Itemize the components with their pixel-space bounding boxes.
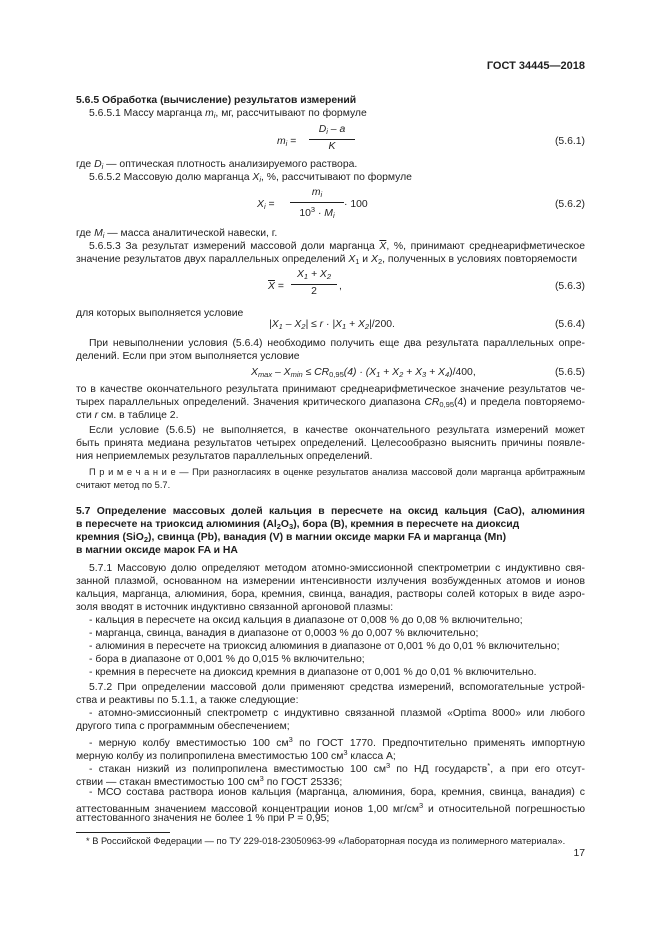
equation-number: (5.6.2): [554, 199, 585, 210]
range-item: - марганца, свинца, ванадия в диапазоне от 0,0003 % до 0,007 % включительно;: [89, 628, 479, 639]
paragraph-5-6-5-3-line2: значение результатов двух параллельных определений $X_1$ и $X_2$, полученных в условиях повторяемости: [76, 254, 578, 266]
page-number: 17: [573, 848, 585, 859]
equation-number: (5.6.1): [554, 136, 585, 147]
paragraph-p5-line2: тырех параллельных определений. Значения критического диапазона $CR_{0,95}(4)$ и предела повторяемо-: [76, 397, 585, 409]
equipment-glass-line1: - стакан низкий из полипропилена вместимостью 100 $см^3$ по НД государств*, а при его отсут-: [89, 761, 585, 775]
standard-designation: ГОСТ 34445—2018: [486, 60, 585, 72]
range-item: - кремния в пересчете на диоксид кремния в диапазоне от 0,001 % до 0,01 % включительно.: [89, 667, 537, 678]
paragraph-5-7-2-line2: ства и реактивы по 5.1.1, а также следующие:: [76, 695, 299, 706]
definition-m-i: где $M_i$ — масса аналитической навески, г.: [76, 228, 278, 240]
paragraph-5-6-5-2: 5.6.5.2 Массовую долю марганца $X_i$, %, рассчитывают по формуле: [89, 172, 412, 184]
paragraph-5-7-1-line1: 5.7.1 Массовую долю определяют методом атомно-эмиссионной спектрометрии с индуктивно свя-: [89, 563, 585, 574]
paragraph-5-7-1-line3: кальция, марганца, алюминия, бора, кремния, свинца, ванадия, растворы солей которых в виде аэро-: [76, 589, 585, 600]
equipment-spectrometer-line2: другого типа с программным обеспечением;: [76, 721, 290, 732]
equipment-glass-line2: ствии — стакан вместимостью 100 $см^3$ по ГОСТ 25336;: [76, 774, 343, 788]
section-title-5-6-5: 5.6.5 Обработка (вычисление) результатов измерений: [76, 95, 357, 106]
paragraph-5-7-1-line2: занной плазмой, основанном на измерении интенсивности излучения возбужденных атомов и ионов: [76, 576, 585, 587]
paragraph-p5-line3: сти r см. в таблице 2.: [76, 410, 179, 421]
equation-number: (5.6.5): [554, 367, 585, 378]
range-item: - алюминия в пересчете на триоксид алюминия в диапазоне от 0,001 % до 0,01 % включительно;: [89, 641, 560, 652]
equation-number: (5.6.4): [554, 319, 585, 330]
equipment-mso-line3: аттестованного значения не более 1 % при P = 0,95;: [76, 813, 330, 824]
footnote: * В Российской Федерации — по ТУ 229-018-23050963-99 «Лабораторная посуда из полимерного материала».: [86, 836, 566, 846]
range-item: - бора в диапазоне от 0,001 % до 0,015 % включительно;: [89, 654, 365, 665]
section-title-5-7-line1: 5.7 Определение массовых долей кальция в пересчете на оксид кальция (CaO), алюминия: [76, 506, 585, 517]
document-page: ГОСТ 34445—2018 5.6.5 Обработка (вычисление) результатов измерений 5.6.5.1 Массу марганца $m_i$, мг, рассчитывают по формуле $m_i$ = $\frac{D_i - a}{K}$ (5.6.1) где $D_i$ — оптическая плотность анализируемого раствора. 5.6.5.2 Массовую долю марганца $X_i$, %, рассчитывают по формуле $X_i$ = $\frac{m_i}{10^3 \cdot M_i}$ · 100 (5.6.2) где $M_i$ — масса аналитической навески, г. 5.6.5.3 За результат измерений массовой доли марганца $\overline{X}$, %, принимают среднеарифметическое значение результатов двух параллельных определений $X_1$ и $X_2$, полученных в условиях повторяемости $\overline{X}$ = $\frac{X_1 + X_2}{2}$ , (5.6.3) для которых выполняется условие $|X_1 - X_2| \le r \cdot |X_1 + X_2|/200$. (5.6.4) При невыполнении условия (5.6.4) необходимо получить еще два результата параллельных опре- делений. Если при этом выполняется условие $X_{max} - X_{min} \le CR_{0,95}(4) \cdot (X_1 + X_2 + X_3 + X_4)/400$, (5.6.5) то в качестве окончательного результата принимают среднеарифметическое значение результатов че- тырех параллельных определений. Значения критического диапазона $CR_{0,95}(4)$ и предела повторяемо- сти r см. в таблице 2. Если условие (5.6.5) не выполняется, в качестве окончательного результата измерений может быть принята медиана результатов четырех определений. Целесообразно выяснить причины появле- ния неприемлемых результатов параллельных определений. П р и м е ч а н и е — При разногласиях в оценке результатов анализа массовой доли марганца арбитражным считают метод по 5.7. 5.7 Определение массовых долей кальция в пересчете на оксид кальция (CaO), алюминия в пересчете на триоксид алюминия $(Al_2O_3)$, бора (B), кремния в пересчете на диоксид кремния (SiO$_2$), свинца (Pb), ванадия (V) в магнии оксиде марки FA и марганца (Mn) в магнии оксиде марок FA и HA 5.7.1 Массовую долю определяют методом атомно-эмиссионной спектрометрии с индуктивно свя- занной плазмой, основанном на измерении интенсивности излучения возбужденных атомов и ионов кальция, марганца, алюминия, бора, кремния, свинца, ванадия, растворы солей которых в виде аэро- золя вводят в источник индуктивно связанной аргоновой плазмы: - кальция в пересчете на оксид кальция в диапазоне от 0,008 % до 0,08 % включительно; - марганца, свинца, ванадия в диапазоне от 0,0003 % до 0,007 % включительно; - алюминия в пересчете на триоксид алюминия в диапазоне от 0,001 % до 0,01 % включительно; - бора в диапазоне от 0,001 % до 0,015 % включительно; - кремния в пересчете на диоксид кремния в диапазоне от 0,001 % до 0,01 % включительно. 5.7.2 При определении массовой доли применяют средства измерений, вспомогательные устрой- ства и реактивы по 5.1.1, а также следующие: - атомно-эмиссионный спектрометр с индуктивно связанной плазмой «Optima 8000» или любого другого типа с программным обеспечением; - мерную колбу вместимостью 100 $см^3$ по ГОСТ 1770. Предпочтительно применять импортную мерную колбу из полипропилена вместимостью 100 $см^3$ класса A; - стакан низкий из полипропилена вместимостью 100 $см^3$ по НД государств*, а при его отсут- ствии — стакан вместимостью 100 $см^3$ по ГОСТ 25336; - МСО состава раствора ионов кальция (марганца, алюминия, бора, кремния, свинца, ванадия) с аттестованным значением массовой концентрации ионов 1,00 $мг/см^3$ и относительной погрешностью аттестованного значения не более 1 % при P = 0,95; * В Российской Федерации — по ТУ 229-018-23050963-99 «Лабораторная посуда из полимерного материала». 17: [0, 0, 661, 935]
equipment-spectrometer-line1: - атомно-эмиссионный спектрометр с индуктивно связанной плазмой «Optima 8000» или любого: [89, 708, 585, 719]
section-title-5-7-line3: кремния (SiO$_2$), свинца (Pb), ванадия (V) в магнии оксиде марки FA и марганца (Mn): [76, 532, 507, 544]
equipment-flask-line2: мерную колбу из полипропилена вместимостью 100 $см^3$ класса A;: [76, 748, 396, 762]
footnote-divider: [76, 832, 170, 833]
section-title-5-7-line4: в магнии оксиде марок FA и HA: [76, 545, 238, 556]
condition-text: для которых выполняется условие: [76, 308, 244, 319]
section-title-5-7-line2: в пересчете на триоксид алюминия $(Al_2O_3)$, бора (B), кремния в пересчете на диоксид: [76, 519, 520, 531]
paragraph-5-6-5-3-line1: 5.6.5.3 За результат измерений массовой доли марганца $\overline{X}$, %, принимают среднеарифметическое: [89, 241, 585, 252]
paragraph-p6-line1: Если условие (5.6.5) не выполняется, в качестве окончательного результата измерений может: [89, 425, 585, 436]
paragraph-p6-line2: быть принята медиана результатов четырех определений. Целесообразно выяснить причины появле-: [76, 438, 585, 449]
definition-d-i: где $D_i$ — оптическая плотность анализируемого раствора.: [76, 159, 358, 171]
range-item: - кальция в пересчете на оксид кальция в диапазоне от 0,008 % до 0,08 % включительно;: [89, 615, 523, 626]
paragraph-5-7-1-line4: золя вводят в источник индуктивно связанной аргоновой плазмы:: [76, 602, 394, 613]
paragraph-p4-line2: делений. Если при этом выполняется условие: [76, 351, 300, 362]
paragraph-5-6-5-1: 5.6.5.1 Массу марганца $m_i$, мг, рассчитывают по формуле: [89, 108, 367, 120]
equation-number: (5.6.3): [554, 281, 585, 292]
paragraph-5-7-2-line1: 5.7.2 При определении массовой доли применяют средства измерений, вспомогательные устрой-: [89, 682, 585, 693]
note-line2: считают метод по 5.7.: [76, 480, 171, 490]
equipment-mso-line2: аттестованным значением массовой концентрации ионов 1,00 $мг/см^3$ и относительной погрешностью: [76, 801, 585, 815]
paragraph-p4-line1: При невыполнении условия (5.6.4) необходимо получить еще два результата параллельных опре-: [89, 338, 585, 349]
paragraph-p5-line1: то в качестве окончательного результата принимают среднеарифметическое значение результатов че-: [76, 384, 585, 395]
note-line1: П р и м е ч а н и е — При разногласиях в оценке результатов анализа массовой доли марганца арбитражным: [89, 467, 585, 477]
paragraph-p6-line3: ния неприемлемых результатов параллельных определений.: [76, 451, 373, 462]
equipment-mso-line1: - МСО состава раствора ионов кальция (марганца, алюминия, бора, кремния, свинца, ванадия) с: [89, 787, 585, 798]
equipment-flask-line1: - мерную колбу вместимостью 100 $см^3$ по ГОСТ 1770. Предпочтительно применять импортную: [89, 735, 586, 749]
